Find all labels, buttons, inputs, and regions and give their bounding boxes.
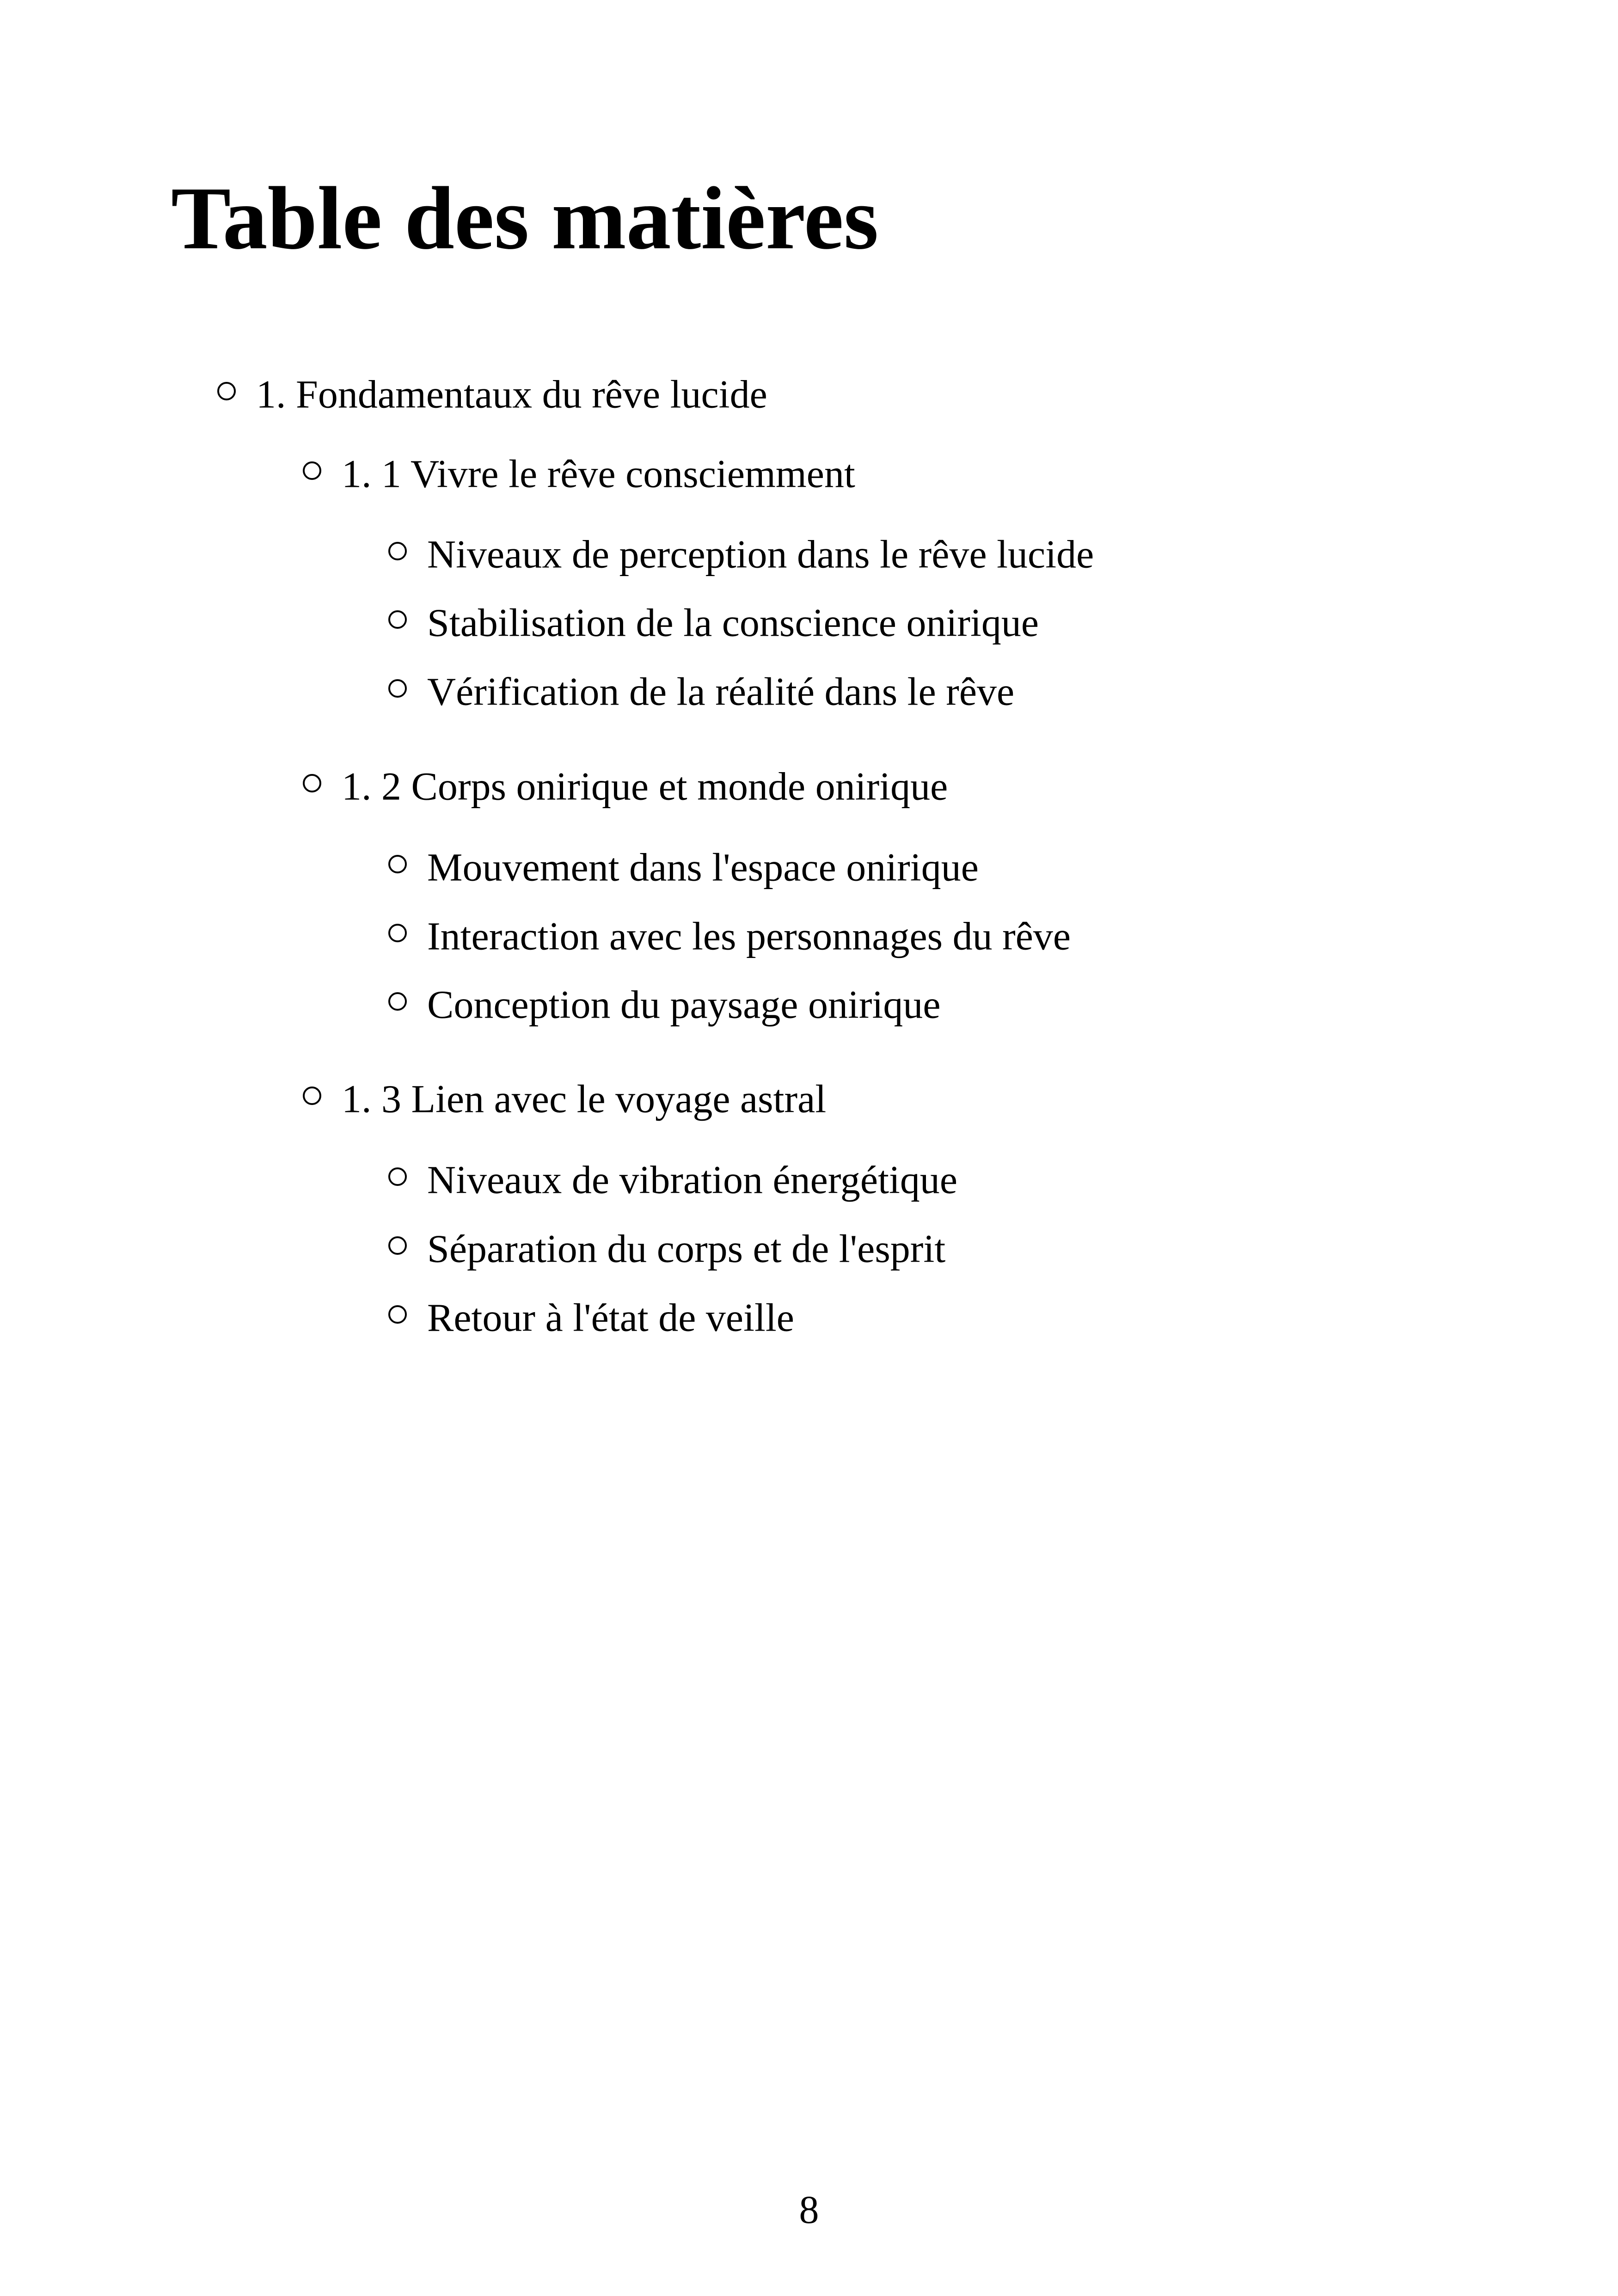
toc-item-label: Mouvement dans l'espace onirique bbox=[427, 845, 979, 890]
toc-chapter-label: 1. Fondamentaux du rêve lucide bbox=[256, 372, 767, 417]
toc-item[interactable] bbox=[388, 598, 1039, 645]
circle-bullet-icon bbox=[388, 855, 407, 873]
toc-item[interactable] bbox=[388, 980, 941, 1027]
toc-section-label: 1. 3 Lien avec le voyage astral bbox=[342, 1076, 827, 1121]
toc-item-label: Retour à l'état de veille bbox=[427, 1295, 794, 1340]
toc-item-label: Niveaux de vibration énergétique bbox=[427, 1157, 958, 1202]
toc-item-label: Séparation du corps et de l'esprit bbox=[427, 1226, 946, 1271]
toc-item[interactable] bbox=[388, 530, 1094, 577]
toc-item[interactable] bbox=[388, 1155, 958, 1202]
toc-item[interactable] bbox=[388, 667, 1015, 714]
circle-bullet-icon bbox=[388, 610, 407, 629]
toc-section-1-1[interactable] bbox=[303, 449, 855, 496]
circle-bullet-icon bbox=[388, 924, 407, 942]
toc-item-label: Niveaux de perception dans le rêve lucide bbox=[427, 532, 1094, 577]
circle-bullet-icon bbox=[303, 461, 321, 480]
toc-section-label: 1. 2 Corps onirique et monde onirique bbox=[342, 764, 948, 809]
circle-bullet-icon bbox=[388, 1305, 407, 1324]
circle-bullet-icon bbox=[217, 382, 236, 400]
toc-item-label: Stabilisation de la conscience onirique bbox=[427, 600, 1039, 645]
circle-bullet-icon bbox=[388, 542, 407, 560]
toc-item-label: Conception du paysage onirique bbox=[427, 982, 941, 1027]
circle-bullet-icon bbox=[388, 1167, 407, 1186]
toc-item[interactable] bbox=[388, 1224, 946, 1271]
toc-chapter-1[interactable] bbox=[217, 370, 767, 417]
page-title: Table des matières bbox=[171, 168, 879, 268]
toc-item-label: Interaction avec les personnages du rêve bbox=[427, 914, 1071, 958]
toc-section-label: 1. 1 Vivre le rêve consciemment bbox=[342, 451, 855, 496]
circle-bullet-icon bbox=[388, 992, 407, 1011]
toc-section-1-2[interactable] bbox=[303, 762, 948, 809]
toc-item[interactable] bbox=[388, 1293, 794, 1340]
circle-bullet-icon bbox=[388, 1236, 407, 1255]
circle-bullet-icon bbox=[303, 1087, 321, 1105]
circle-bullet-icon bbox=[303, 774, 321, 792]
toc-section-1-3[interactable] bbox=[303, 1074, 827, 1121]
page-number: 8 bbox=[799, 2187, 819, 2232]
toc-item-label: Vérification de la réalité dans le rêve bbox=[427, 669, 1015, 714]
circle-bullet-icon bbox=[388, 679, 407, 698]
toc-item[interactable] bbox=[388, 912, 1071, 956]
toc-item[interactable] bbox=[388, 843, 979, 890]
